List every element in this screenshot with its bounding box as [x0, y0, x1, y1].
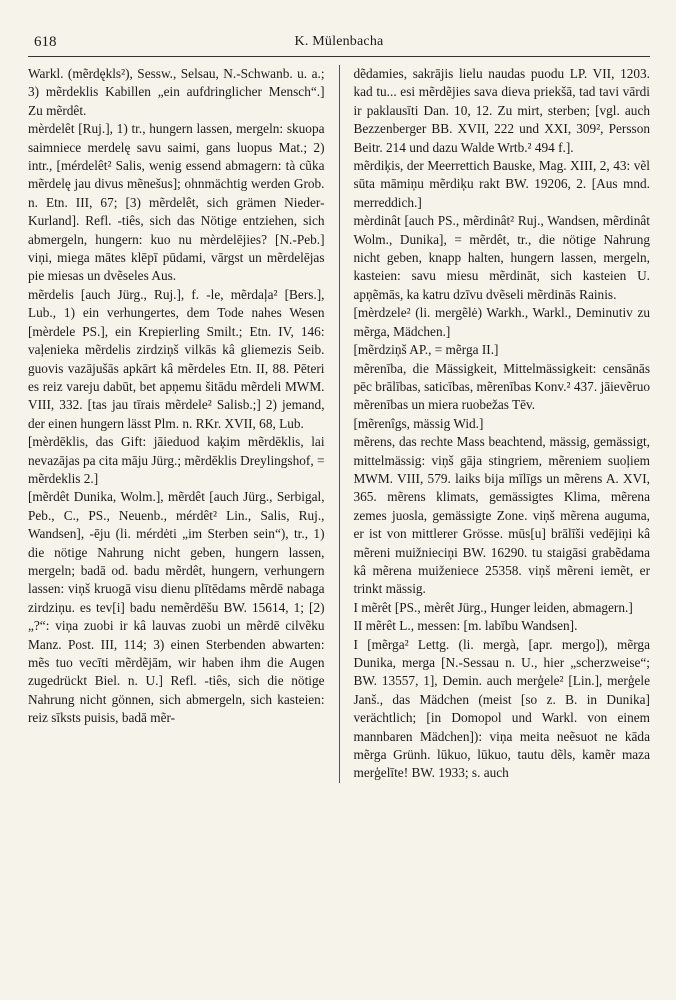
dictionary-entry: mẽrdelis [auch Jürg., Ruj.], f. -le, mẽrdaļa² [Bers.], Lub., 1) ein verhungertes, dem Tode nahes Wesen [mèrdele PS.], ein Krepierling Smilt.; Etn. IV, 146: vaļenieka mẽrdelis zirdziņš vilkās kâ gliemezis Seib. guovis vazājušās apkārt kâ mẽrdeles Etn. II, 88. Pēteri es reiz vareju dabūt, bet apņemu šitādu mẽrdeli MWM. VIII, 332. [tas jau tīrais mẽrdele² Salisb.;] 2) jemand, der einen hungern lässt Plm. n. RKr. XVII, 68, Lub. — [28, 286, 325, 431]
dictionary-entry: dẽdamies, sakrājis lielu naudas puodu LP. VII, 1203. kad tu... esi mẽrdẽjies sava dieva priekšā, tad tavi vārdi ir paklausīti Dan. 10, 12. Zu mirt, sterben; [vgl. auch Bezzenberger BB. XVII, 222 und XXI, 309², Persson Beitr. 214 und dazu Walde Wrtb.² 494 f.]. — [353, 66, 650, 155]
right-column — [353, 65, 650, 783]
two-column-body — [28, 65, 650, 783]
dictionary-entry: mẽrenība, die Mässigkeit, Mittelmässigkeit: censānās pēc brālības, saticības, mẽrenības Konv.² 437. jāievẽruo mẽrenības un miera ruobežas Tēv. — [353, 360, 650, 413]
dictionary-entry: II mẽrêt L., messen: [m. labību Wandsen]. — [353, 618, 578, 634]
left-column — [28, 65, 325, 783]
dictionary-entry: Warkl. (mẽrdękls²), Sessw., Selsau, N.-Schwanb. u. a.; 3) mẽrdeklis Kabillen „ein aufdringlicher Mensch“.] Zu mẽrdêt. — [28, 66, 325, 118]
dictionary-entry: [mèrdēklis, das Gift: jāieduod kaķim mẽrdēklis, lai nevazājas pa cita māju Jürg.; mẽrdēklis Dreylingshof, = mẽrdeklis 2.] — [28, 434, 325, 486]
dictionary-entry: mẽrens, das rechte Mass beachtend, mässig, gemässigt, mittelmässig: viņš gāja stingriem, mẽreniem suoļiem MWM. VIII, 579. laiks bija mīlīgs un mẽrens A. XVI, 365. mẽrens klimats, gemässigtes Klima, mẽrena zemes juosla, gemässigte Zone. viņš mẽrena auguma, er ist von mittlerer Grösse. mūs[u] brālīši vedējiņi kâ mẽreni muižnieciņi BW. 16290. tu staigāsi grabẽdama kâ mẽrena muiženiece 25358. viņš mẽreni iemẽt, er trinkt mässig. — [353, 434, 650, 597]
dictionary-entry: [mẽrdziņš AP., = mẽrga II.] — [353, 342, 499, 358]
dictionary-entry: mèrdinât [auch PS., mẽrdinât² Ruj., Wandsen, mẽrdinât Wolm., Dunika], = mẽrdêt, tr., die nötige Nahrung nicht geben, knapp halten, hungern lassen, mergeln, kasteien: savu miesu mẽrdināt, sich kasteien U. apņẽmās, ka katru dzīvu dvẽseli mẽrdinās Rainis. — [353, 213, 650, 302]
dictionary-entry: I [mẽrga² Lettg. (li. mergà, [apr. mergo]), mẽrga Dunika, merga [N.-Sessau n. U., hier „scherzweise“; BW. 13557, 1], Demin. auch merģele² [Lin.], merģele Janš., das Mädchen (meist [so z. B. in Dunika] verächtlich; [in Domopol und Warkl. von einem mannbaren Mädchen]): viņa meita neẽsuot ne kāda mẽrga Grünh. lūkuo, lūkuo, tautu dẽls, kamẽr maza merģelīte! BW. 1933; s. auch — [353, 636, 650, 781]
running-title: K. Mülenbacha — [294, 34, 384, 49]
dictionary-entry: I mẽrêt [PS., mèrêt Jürg., Hunger leiden, abmagern.] — [353, 599, 633, 615]
column-divider — [339, 65, 340, 783]
dictionary-entry: [mẽrenîgs, mässig Wid.] — [353, 415, 484, 431]
page-number: 618 — [34, 34, 57, 50]
page-header — [28, 34, 650, 57]
dictionary-entry: mẽrdiķis, der Meerrettich Bauske, Mag. XIII, 2, 43: vẽl sūta māmiņu mẽrdiķu rakt BW. 19206, 2. [Aus mnd. merreddich.] — [353, 158, 650, 210]
dictionary-entry: mèrdelêt [Ruj.], 1) tr., hungern lassen, mergeln: skuopa saimniece merdelę savu saimi, gans luopus Mat.; 2) intr., [mérdelêt² Salis, wenig essend abmagern: tà cũka mẽrdelę jau divus mẽnešus]; ohnmächtig werden Grob. n. Etn. III, 67; [3) mẽrdelêt, sich grämen Nieder-Kurland]. Refl. -tiês, sich das Nötige entziehen, sich abmergeln, hungern: kuo nu mèrdelējies? [N.-Peb.] viņi, miega mātes klēpī pūdami, vārgst un mẽrdelējas pie miesas un dvẽseles Aus. — [28, 121, 325, 284]
dictionary-entry: [mẽrdêt Dunika, Wolm.], mẽrdêt [auch Jürg., Serbigal, Peb., C., PS., Neuenb., mérdêt² Lin., Salis, Ruj., Wandsen], -ēju (li. mérdėti „im Sterben sein“), tr., 1) die nötige Nahrung nicht geben, hungern lassen, mergeln; badā od. badu mẽrdêt, hungern, verhungern lassen: viņš kruogā visu dienu plītēdams mẽrdē nabaga zirdziņu. es tev[i] badu nemẽrdēšu BW. 15614, 1; [2) „?“: viņa zuobi ir kâ lauvas zuobi un mẽrdē cilvẽku Manz. Post. III, 114; 3) einen Sterbenden abwarten: mẽs tuo vecīti mẽrdẽjām, wir haben ihm die Augen zugedrückt Biel. n. U.] Refl. -tiês, sich die nötige Nahrung nicht gönnen, sich abmergeln, sich kasteien: reiz sīksts puisis, badā mẽr- — [28, 489, 325, 726]
dictionary-entry: [mèrdzele² (li. mergẽlė) Warkh., Warkl., Deminutiv zu mẽrga, Mädchen.] — [353, 305, 650, 339]
